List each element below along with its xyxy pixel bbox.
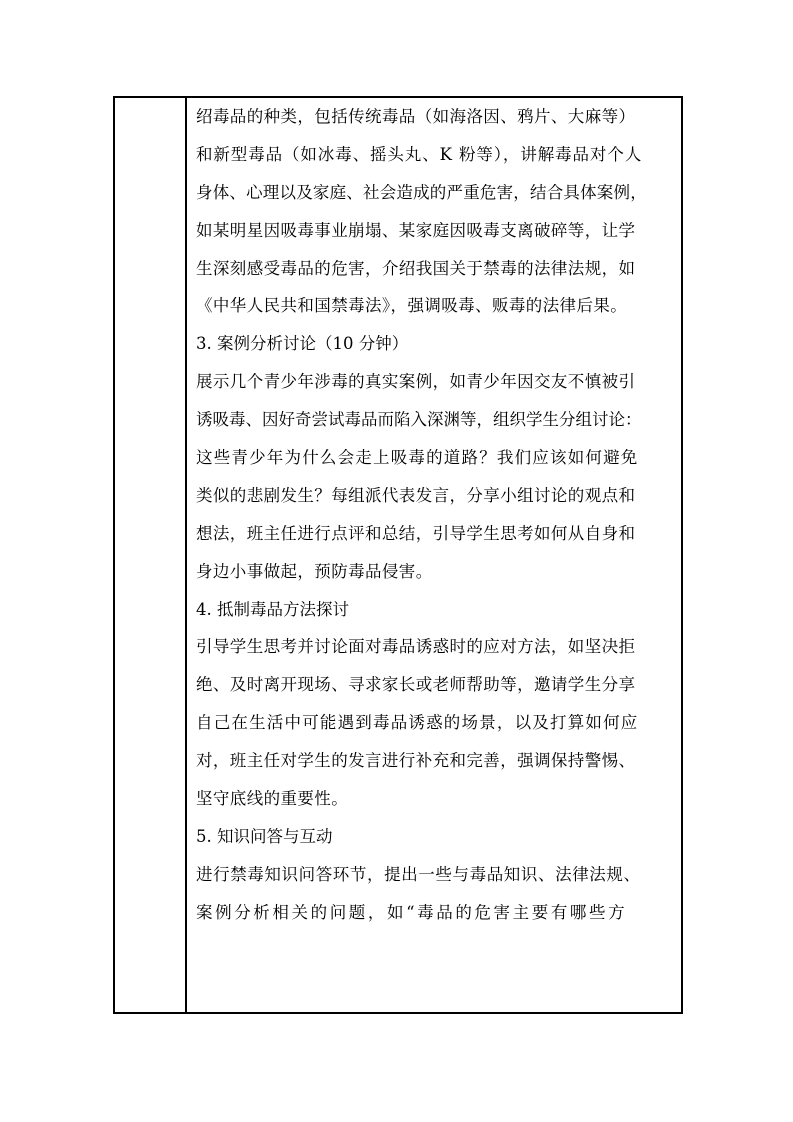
left-empty-cell (115, 98, 185, 1012)
paragraph-line: 对，班主任对学生的发言进行补充和完善，强调保持警惕、 (196, 751, 636, 771)
paragraph-line: 绍毒品的种类，包括传统毒品（如海洛因、鸦片、大麻等） (196, 107, 636, 126)
section-heading: 5. 知识问答与互动 (196, 826, 333, 846)
paragraph-line: 进行禁毒知识问答环节，提出一些与毒品知识、法律法规、 (196, 864, 641, 884)
paragraph-line: 《中华人民共和国禁毒法》，强调吸毒、贩毒的法律后果。 (196, 296, 628, 316)
paragraph-line: 这些青少年为什么会走上吸毒的道路？我们应该如何避免 (196, 448, 639, 468)
paragraph-line: 引导学生思考并讨论面对毒品诱惑时的应对方法，如坚决拒 (196, 637, 636, 657)
paragraph-line: 案例分析相关的问题，如“毒品的危害主要有哪些方 (196, 902, 628, 922)
paragraph-line: 如某明星因吸毒事业崩塌、某家庭因吸毒支离破碎等，让学 (196, 220, 636, 240)
section-heading: 4. 抵制毒品方法探讨 (196, 599, 349, 619)
paragraph-line: 生深刻感受毒品的危害，介绍我国关于禁毒的法律法规，如 (196, 258, 636, 278)
content-cell (196, 98, 676, 932)
paragraph-line: 诱吸毒、因好奇尝试毒品而陷入深渊等，组织学生分组讨论： (196, 410, 642, 430)
paragraph-line: 坚守底线的重要性。 (196, 789, 349, 809)
column-divider (185, 97, 187, 1013)
paragraph-line: 类似的悲剧发生？每组派代表发言，分享小组讨论的观点和 (196, 485, 636, 505)
paragraph-line: 想法，班主任进行点评和总结，引导学生思考如何从自身和 (196, 523, 636, 543)
paragraph-line: 展示几个青少年涉毒的真实案例，如青少年因交友不慎被引 (196, 372, 636, 392)
paragraph-line: 身体、心理以及家庭、社会造成的严重危害，结合具体案例， (196, 182, 647, 202)
paragraph-line: 自己在生活中可能遇到毒品诱惑的场景，以及打算如何应 (196, 713, 639, 733)
paragraph-line: 身边小事做起，预防毒品侵害。 (196, 561, 433, 581)
section-heading: 3. 案例分析讨论（10 分钟） (196, 334, 409, 354)
paragraph-line: 绝、及时离开现场、寻求家长或老师帮助等，邀请学生分享 (196, 675, 636, 695)
paragraph-line: 和新型毒品（如冰毒、摇头丸、K 粉等），讲解毒品对个人 (196, 144, 643, 164)
